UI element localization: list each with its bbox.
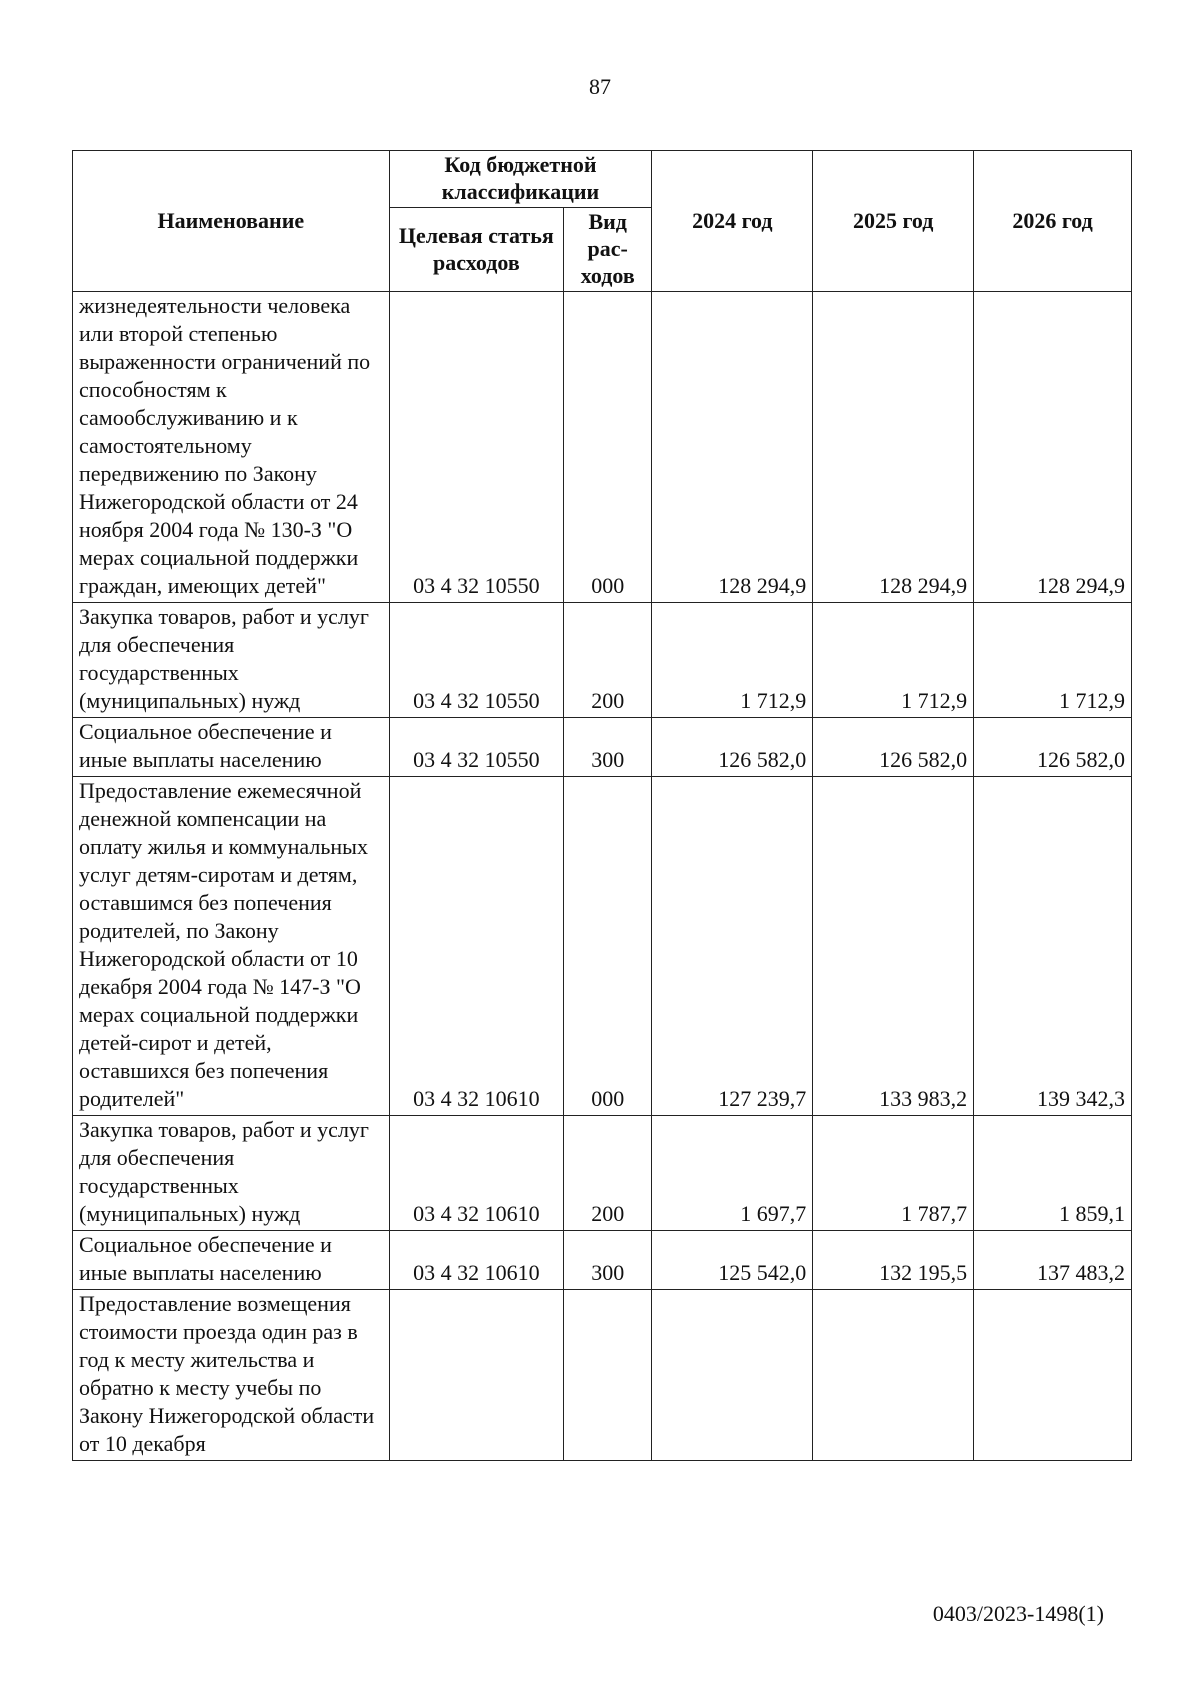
table-row: [73, 292, 1132, 603]
row-name: Закупка товаров, работ и услуг для обеспечения государственных (муниципальных) нужд: [73, 603, 390, 718]
row-value-2024: 127 239,7: [652, 777, 813, 1116]
row-expense-type: 200: [564, 603, 652, 718]
row-value-2024: 126 582,0: [652, 718, 813, 777]
header-code-group: Код бюджетной классификации: [389, 151, 652, 208]
row-name: Предоставление возмещения стоимости проезда один раз в год к месту жительства и обратно к месту учебы по Закону Нижегородской области от 10 декабря: [73, 1290, 390, 1461]
row-target-article: 03 4 32 10550: [389, 603, 563, 718]
row-value-2026: 137 483,2: [974, 1231, 1132, 1290]
row-target-article: [389, 1290, 563, 1461]
table-row: [73, 718, 1132, 777]
budget-table: [72, 150, 1132, 1461]
row-name: Предоставление ежемесячной денежной компенсации на оплату жилья и коммунальных услуг детям-сиротам и детям, оставшимся без попечения родителей, по Закону Нижегородской области от 10 декабря 2004 года № 147-З "О мерах социальной поддержки детей-сирот и детей, оставшихся без попечения родителей": [73, 777, 390, 1116]
table-row: [73, 777, 1132, 1116]
row-value-2025: [813, 1290, 974, 1461]
row-value-2024: 1 697,7: [652, 1116, 813, 1231]
row-target-article: 03 4 32 10550: [389, 292, 563, 603]
page-number: 87: [589, 74, 611, 99]
row-target-article: 03 4 32 10610: [389, 1116, 563, 1231]
row-expense-type: 200: [564, 1116, 652, 1231]
row-value-2026: [974, 1290, 1132, 1461]
row-value-2026: 1 712,9: [974, 603, 1132, 718]
row-target-article: 03 4 32 10610: [389, 777, 563, 1116]
document-id: 0403/2023-1498(1): [932, 1601, 1104, 1626]
row-value-2024: 1 712,9: [652, 603, 813, 718]
row-name: Социальное обеспечение и иные выплаты населению: [73, 718, 390, 777]
table-row: [73, 1290, 1132, 1461]
row-name: Социальное обеспечение и иные выплаты населению: [73, 1231, 390, 1290]
table-row: [73, 603, 1132, 718]
table-row: [73, 1116, 1132, 1231]
row-value-2026: 126 582,0: [974, 718, 1132, 777]
row-value-2025: 132 195,5: [813, 1231, 974, 1290]
table-row: [73, 1231, 1132, 1290]
row-value-2024: [652, 1290, 813, 1461]
header-year-2026: 2026 год: [974, 151, 1132, 292]
header-name: Наименование: [73, 151, 390, 292]
row-expense-type: 300: [564, 1231, 652, 1290]
table-header: [73, 151, 1132, 292]
row-expense-type: 300: [564, 718, 652, 777]
row-name: жизнедеятельности человека или второй степенью выраженности ограничений по способностям к самообслуживанию и к самостоятельному передвижению по Закону Нижегородской области от 24 ноября 2004 года № 130-З "О мерах социальной поддержки граждан, имеющих детей": [73, 292, 390, 603]
row-expense-type: 000: [564, 292, 652, 603]
row-value-2026: 139 342,3: [974, 777, 1132, 1116]
header-year-2024: 2024 год: [652, 151, 813, 292]
row-value-2025: 1 787,7: [813, 1116, 974, 1231]
row-value-2026: 128 294,9: [974, 292, 1132, 603]
row-value-2024: 125 542,0: [652, 1231, 813, 1290]
row-value-2026: 1 859,1: [974, 1116, 1132, 1231]
row-target-article: 03 4 32 10610: [389, 1231, 563, 1290]
table-body: [73, 292, 1132, 1461]
header-year-2025: 2025 год: [813, 151, 974, 292]
header-expense-type: Вид рас-ходов: [564, 208, 652, 292]
row-value-2024: 128 294,9: [652, 292, 813, 603]
row-value-2025: 126 582,0: [813, 718, 974, 777]
row-value-2025: 1 712,9: [813, 603, 974, 718]
row-expense-type: [564, 1290, 652, 1461]
row-value-2025: 133 983,2: [813, 777, 974, 1116]
header-target-article: Целевая статья расходов: [389, 208, 563, 292]
row-target-article: 03 4 32 10550: [389, 718, 563, 777]
row-expense-type: 000: [564, 777, 652, 1116]
row-value-2025: 128 294,9: [813, 292, 974, 603]
row-name: Закупка товаров, работ и услуг для обеспечения государственных (муниципальных) нужд: [73, 1116, 390, 1231]
